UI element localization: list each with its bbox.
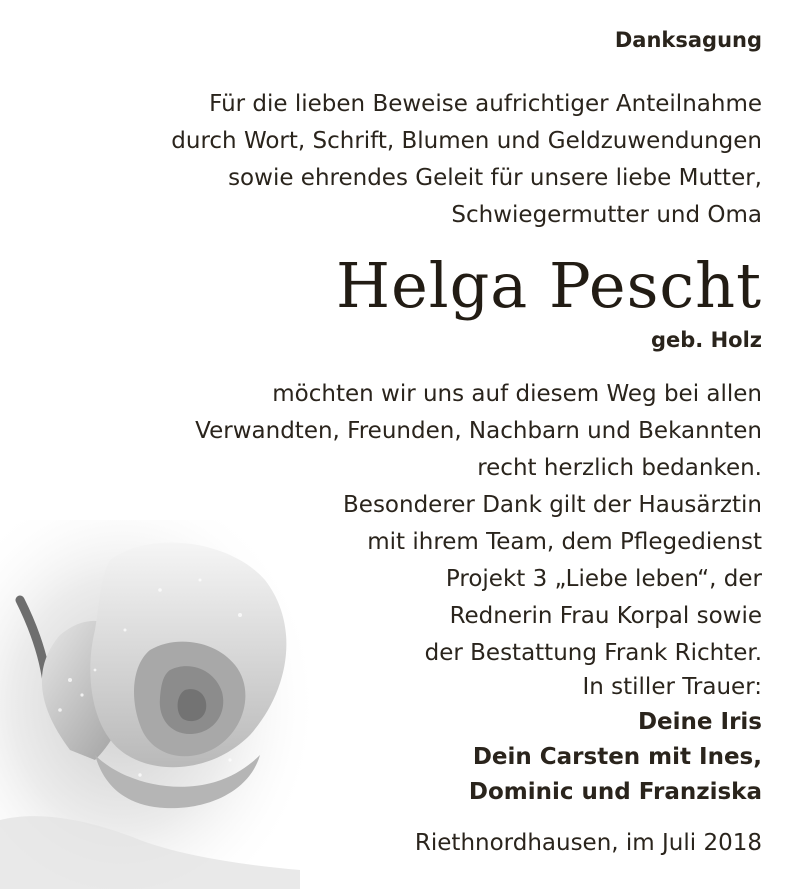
birth-name: geb. Holz: [650, 328, 762, 352]
body-line: der Bestattung Frank Richter.: [424, 640, 762, 666]
intro-line: durch Wort, Schrift, Blumen und Geldzuwendungen: [171, 128, 762, 154]
body-line: Projekt 3 „Liebe leben“, der: [445, 566, 762, 592]
notice-heading: Danksagung: [614, 28, 762, 52]
place-date: Riethnordhausen, im Juli 2018: [414, 830, 762, 856]
intro-text: [171, 86, 762, 234]
signature-name: Deine Iris: [637, 709, 762, 735]
intro-line: Schwiegermutter und Oma: [451, 202, 762, 228]
intro-line: sowie ehrendes Geleit für unsere liebe Mutter,: [228, 165, 762, 191]
signature-block: [469, 670, 762, 810]
body-line: Rednerin Frau Korpal sowie: [449, 603, 762, 629]
body-text: [195, 376, 762, 672]
deceased-name: Helga Pescht: [336, 249, 762, 322]
signature-name: Dein Carsten mit Ines,: [472, 744, 762, 770]
body-line: recht herzlich bedanken.: [477, 455, 762, 481]
body-line: Verwandten, Freunden, Nachbarn und Bekannten: [195, 418, 762, 444]
body-line: mit ihrem Team, dem Pflegedienst: [367, 529, 762, 555]
body-line: möchten wir uns auf diesem Weg bei allen: [272, 381, 762, 407]
body-line: Besonderer Dank gilt der Hausärztin: [343, 492, 762, 518]
intro-line: Für die lieben Beweise aufrichtiger Anteilnahme: [209, 91, 762, 117]
signature-intro: In stiller Trauer:: [582, 674, 762, 700]
signature-name: Dominic und Franziska: [468, 779, 762, 805]
